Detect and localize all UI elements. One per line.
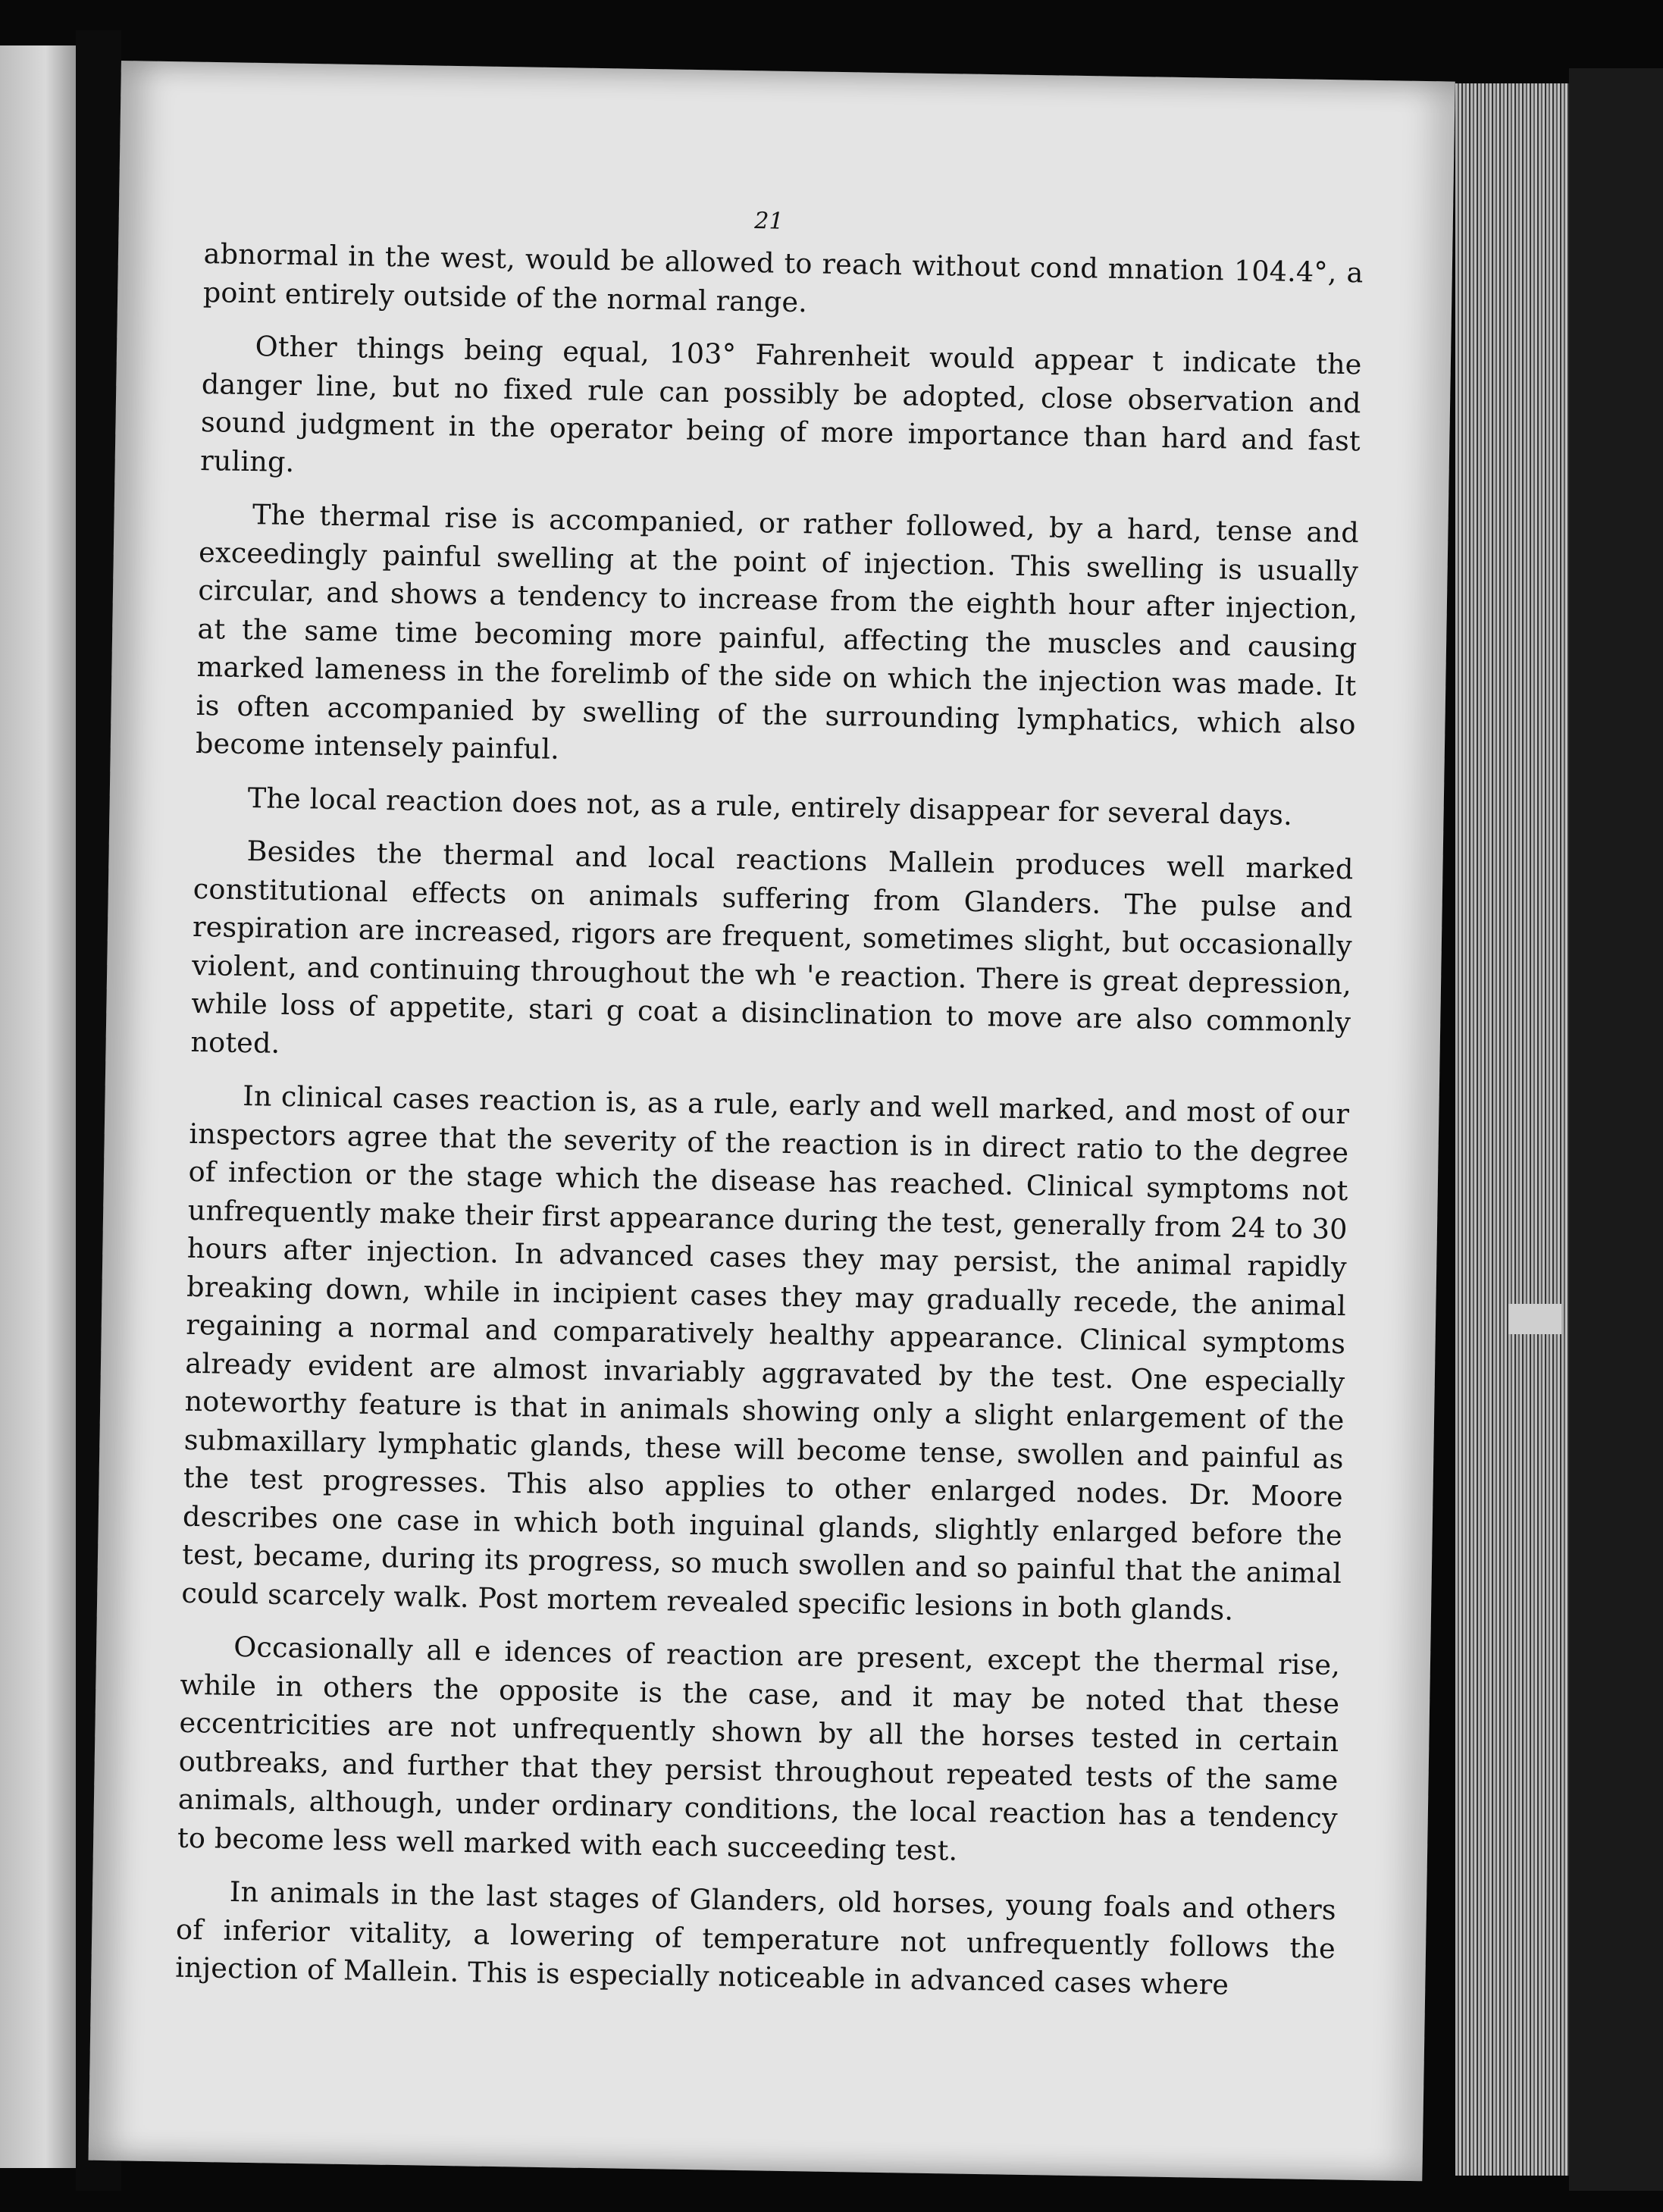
paragraph-4: The local reaction does not, as a rule, entirely disappear for several days.: [247, 781, 1293, 832]
paragraph-1: abnormal in the west, would be allowed to reach without cond mnation 104.4°, a point entirely outside of the normal range.: [202, 237, 1364, 318]
book-spine: [1569, 68, 1663, 2191]
page-number: 21: [753, 208, 785, 235]
binding-mark: [1508, 1304, 1561, 1334]
previous-page-edge: [0, 45, 76, 2168]
page-edges-stack: [1455, 83, 1569, 2176]
paragraph-7: Occasionally all e idences of reaction are present, except the thermal rise, while in others the opposite is the case, and it may be noted that these eccentricities are not unfrequently shown by all the horses tested in certain outbreaks, and further that they persist throughout repeated tests of the same animals, although, under ordinary conditions, the local reaction has a tendency to become less well marked with each succeeding test.: [177, 1630, 1341, 1867]
paragraph-5: Besides the thermal and local reactions Mallein produces well marked constitutional effects on animals suffering from Glanders. The pulse and respiration are increased, rigors are frequent, sometimes slight, but occasionally violent, and continuing throughout the wh 'e reaction. There is great depression, while loss of appetite, stari g coat a disinclination to move are also commonly noted.: [190, 835, 1354, 1060]
paragraph-8: In animals in the last stages of Glanders, old horses, young foals and others of inferior vitality, a lowering of temperature not unfrequently follows the injection of Mallein. This is especially noticeable in advanced cases where: [174, 1875, 1337, 2001]
page-text: [175, 197, 1364, 2022]
paragraph-2: Other things being equal, 103° Fahrenheit would appear t indicate the danger line, but no fixed rule can possibly be adopted, close observation and sound judgment in the operator being of more importance than hard and fast ruling.: [199, 330, 1362, 478]
paragraph-3: The thermal rise is accompanied, or rather followed, by a hard, tense and exceedingly painful swelling at the point of injection. This swelling is usually circular, and shows a tendency to increase from the eighth hour after injection, at the same time becoming more painful, affecting the muscles and causing marked lameness in the forelimb of the side on which the injection was made. It is often accompanied by swelling of the surrounding lymphatics, which also become intensely painful.: [195, 498, 1360, 766]
paragraph-6: In clinical cases reaction is, as a rule, early and well marked, and most of our inspectors agree that the severity of the reaction is in direct ratio to the degree of infection or the stage which the disease has reached. Clinical symptoms not unfrequently make their first appearance during the test, generally from 24 to 30 hours after injection. In advanced cases they may persist, the animal rapidly breaking down, while in incipient cases they may gradually recede, the animal regaining a normal and comparatively healthy appearance. Clinical symptoms already evident are almost invariably aggravated by the test. One especially noteworthy feature is that in animals showing only a slight enlargement of the submaxillary lymphatic glands, these will become tense, swollen and painful as the test progresses. This also applies to other enlarged nodes. Dr. Moore describes one case in which both inguinal glands, slightly enlarged before the test, became, during its progress, so much swollen and so painful that the animal could scarcely walk. Post mortem revealed specific lesions in both glands.: [181, 1079, 1350, 1627]
